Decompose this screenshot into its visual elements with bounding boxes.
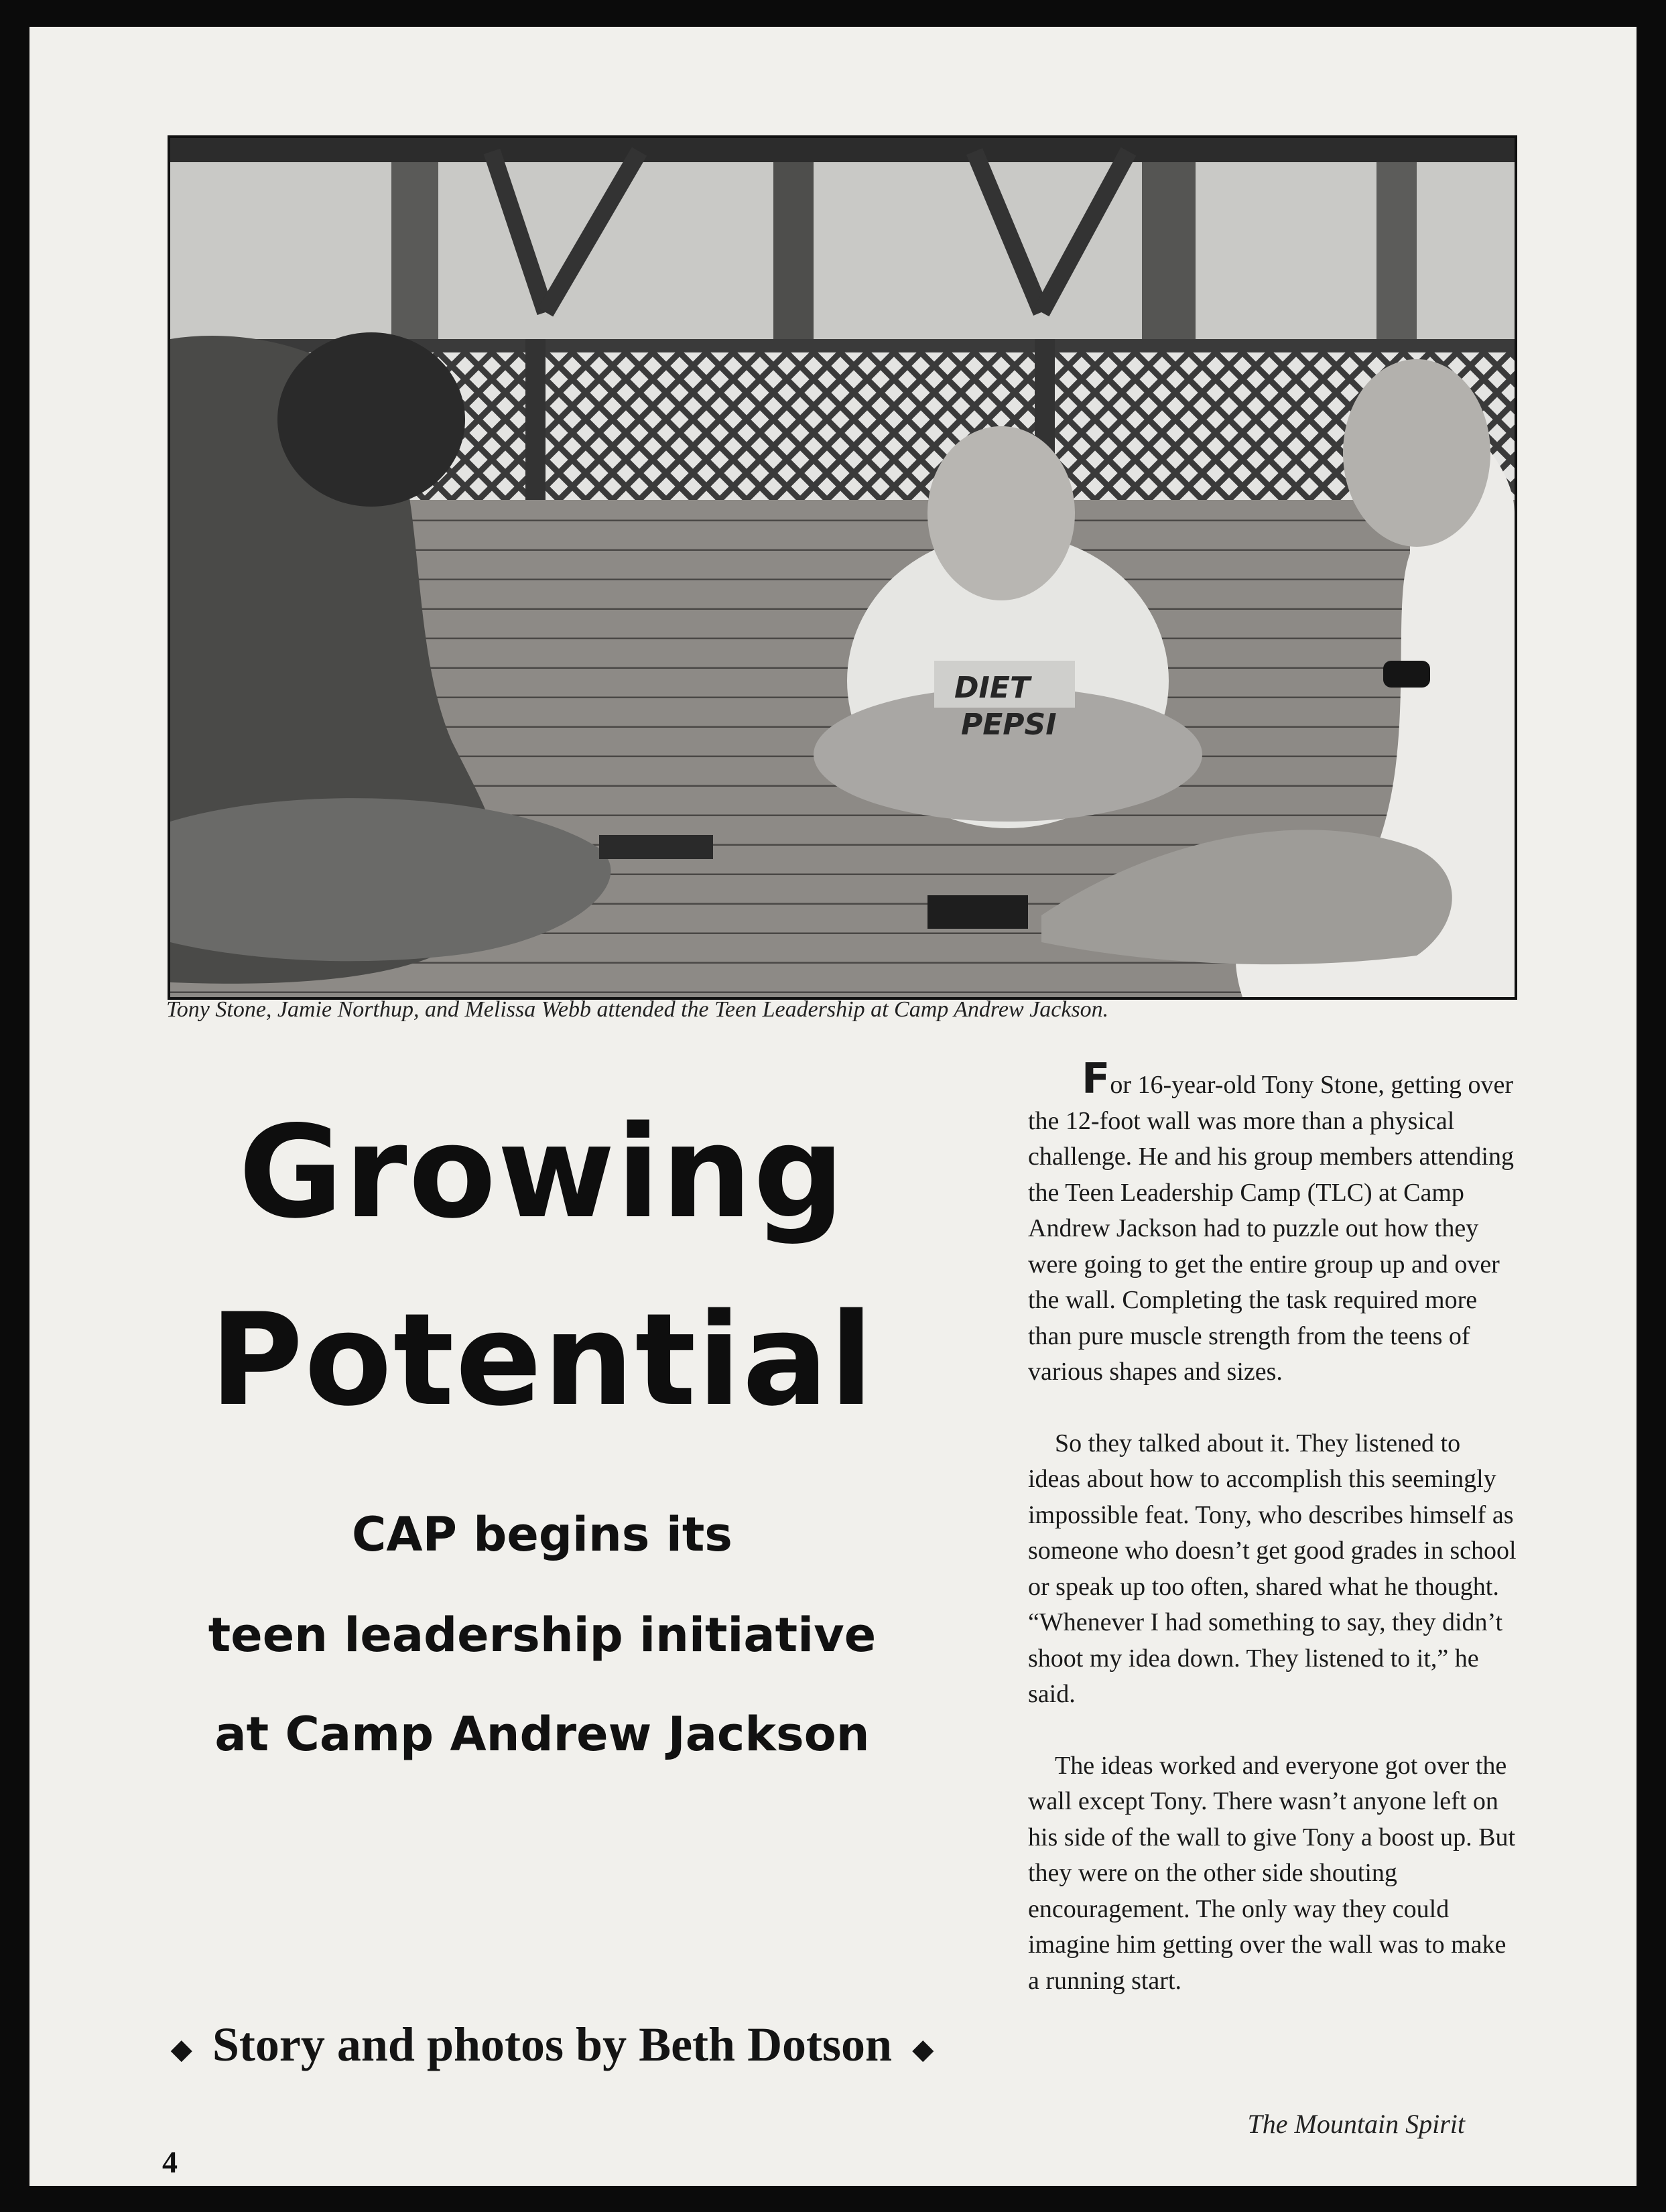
subheadline-line-3: at Camp Andrew Jackson	[214, 1707, 870, 1762]
headline-line-1: Growing	[238, 1098, 846, 1246]
byline-text: Story and photos by Beth Dotson	[212, 2018, 893, 2071]
magazine-page	[29, 27, 1637, 2186]
article-photo	[168, 135, 1517, 1000]
headline-line-2: Potential	[209, 1286, 875, 1434]
subheadline-line-2: teen leadership initiative	[208, 1608, 877, 1663]
subheadline-line-1: CAP begins its	[352, 1507, 732, 1562]
photo-caption: Tony Stone, Jamie Northup, and Melissa Webb attended the Teen Leadership at Camp Andrew Jackson.	[166, 997, 1109, 1022]
paragraph-3: The ideas worked and everyone got over the wall except Tony. There wasn’t anyone left on his side of the wall to give Tony a boost up. But they were on the other side shouting encouragement. The only way they could imagine him getting over the wall was to make a running start.	[1028, 1751, 1516, 1995]
byline	[143, 2017, 961, 2073]
shirt-text-pepsi: PEPSI	[961, 708, 1057, 742]
publication-name: The Mountain Spirit	[1247, 2109, 1465, 2139]
diamond-bullet-icon: ◆	[170, 2034, 192, 2066]
shirt-text-diet: DIET	[954, 671, 1030, 705]
paragraph-1	[1028, 1054, 1517, 1390]
page-number: 4	[162, 2145, 178, 2179]
article-body	[1028, 1054, 1517, 2034]
drop-cap: F	[1082, 1054, 1110, 1103]
paragraph-1-text: or 16-year-old Tony Stone, getting over the 12-foot wall was more than a physical challenge. He and his group members attending the Teen Leadership Camp (TLC) at Camp Andrew Jackson had to puzzle out how they were going to get the entire group up and over the wall. Completing the task required more than pure muscle strength from the teens of various shapes and sizes.	[1028, 1071, 1514, 1386]
diamond-bullet-icon: ◆	[912, 2034, 934, 2066]
paragraph-2: So they talked about it. They listened to ideas about how to accomplish this seemingly impossible feat. Tony, who describes himself as someone who doesn’t get good grades in school or speak up too often, shared what he thought. “Whenever I had something to say, they didn’t shoot my idea down. They listened to it,” he said.	[1028, 1429, 1517, 1708]
